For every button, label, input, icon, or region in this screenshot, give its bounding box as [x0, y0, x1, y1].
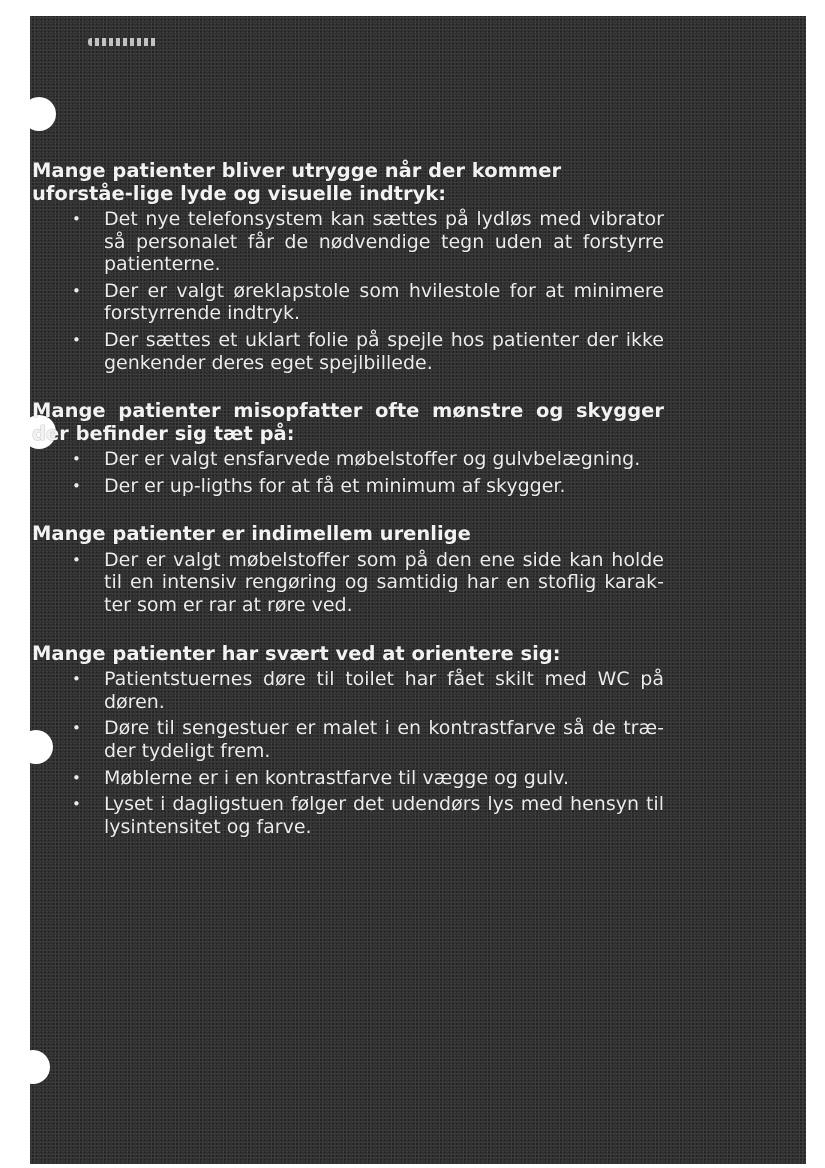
bullet-list — [32, 208, 664, 374]
list-item — [32, 717, 664, 762]
section-heading: Mange patienter er indimellem urenlige — [32, 522, 471, 546]
list-item — [32, 475, 664, 498]
list-item-text: Der er valgt øreklapstole som hvilestole for at minimere forstyrrende indtryk. — [104, 279, 664, 325]
section-heading: Mange patienter misopfatter ofte mønstre og skygger der befinder sig tæt på: — [32, 399, 664, 445]
bullet-list — [32, 448, 664, 497]
section-incontinence — [32, 523, 664, 616]
bullet-icon: • — [72, 719, 81, 738]
bullet-icon: • — [72, 670, 81, 689]
scanner-mark — [88, 38, 158, 46]
bullet-icon: • — [72, 550, 81, 569]
section-heading: Mange patienter har svært ved at orientere sig: — [32, 641, 561, 665]
list-item — [32, 208, 664, 276]
bullet-list — [32, 668, 664, 838]
document-body — [32, 160, 664, 864]
list-item-text: Døre til sengestuer er malet i en kontrastfarve så de træ-der tydeligt frem. — [104, 717, 664, 762]
list-item-text: Møblerne er i en kontrastfarve til vægge og gulv. — [104, 766, 569, 789]
list-item — [32, 280, 664, 325]
list-item-text: Patientstuernes døre til toilet har fået skilt med WC på døren. — [104, 668, 664, 713]
bullet-list — [32, 549, 664, 617]
list-item-text: Der er valgt ensfarvede møbelstoffer og gulvbelægning. — [104, 448, 641, 471]
bullet-icon: • — [72, 450, 81, 469]
list-item-text: Lyset i dagligstuen følger det udendørs lys med hensyn til lysintensitet og farve. — [104, 793, 664, 838]
list-item — [32, 448, 664, 471]
list-item — [32, 767, 664, 790]
list-item — [32, 329, 664, 374]
punch-hole-bottom — [16, 1050, 50, 1084]
list-item-text: Der sættes et uklart folie på spejle hos patienter der ikke genkender deres eget spejlbillede. — [104, 328, 664, 374]
bullet-icon: • — [72, 330, 81, 349]
list-item-text: Det nye telefonsystem kan sættes på lydløs med vibrator så personalet får de nødvendige tegn uden at forstyrre patienterne. — [104, 208, 664, 276]
list-item-text: Der er valgt møbelstoffer som på den ene side kan holde til en intensiv rengøring og samtidig har en stoflig karak-ter som er rar at røre ved. — [104, 548, 664, 617]
bullet-icon: • — [72, 210, 81, 228]
bullet-icon: • — [72, 476, 81, 495]
bullet-icon: • — [72, 281, 81, 300]
list-item — [32, 549, 664, 617]
list-item — [32, 668, 664, 713]
section-orientation — [32, 643, 664, 839]
bullet-icon: • — [72, 768, 81, 787]
section-unclear-sounds — [32, 160, 664, 374]
punch-hole-top — [22, 97, 56, 131]
list-item-text: Der er up-ligths for at få et minimum af skygger. — [104, 474, 566, 497]
list-item — [32, 793, 664, 838]
section-patterns-shadows — [32, 400, 664, 497]
bullet-icon: • — [72, 795, 81, 814]
section-heading: Mange patienter bliver utrygge når der kommer uforståe-lige lyde og visuelle indtryk: — [32, 159, 562, 205]
